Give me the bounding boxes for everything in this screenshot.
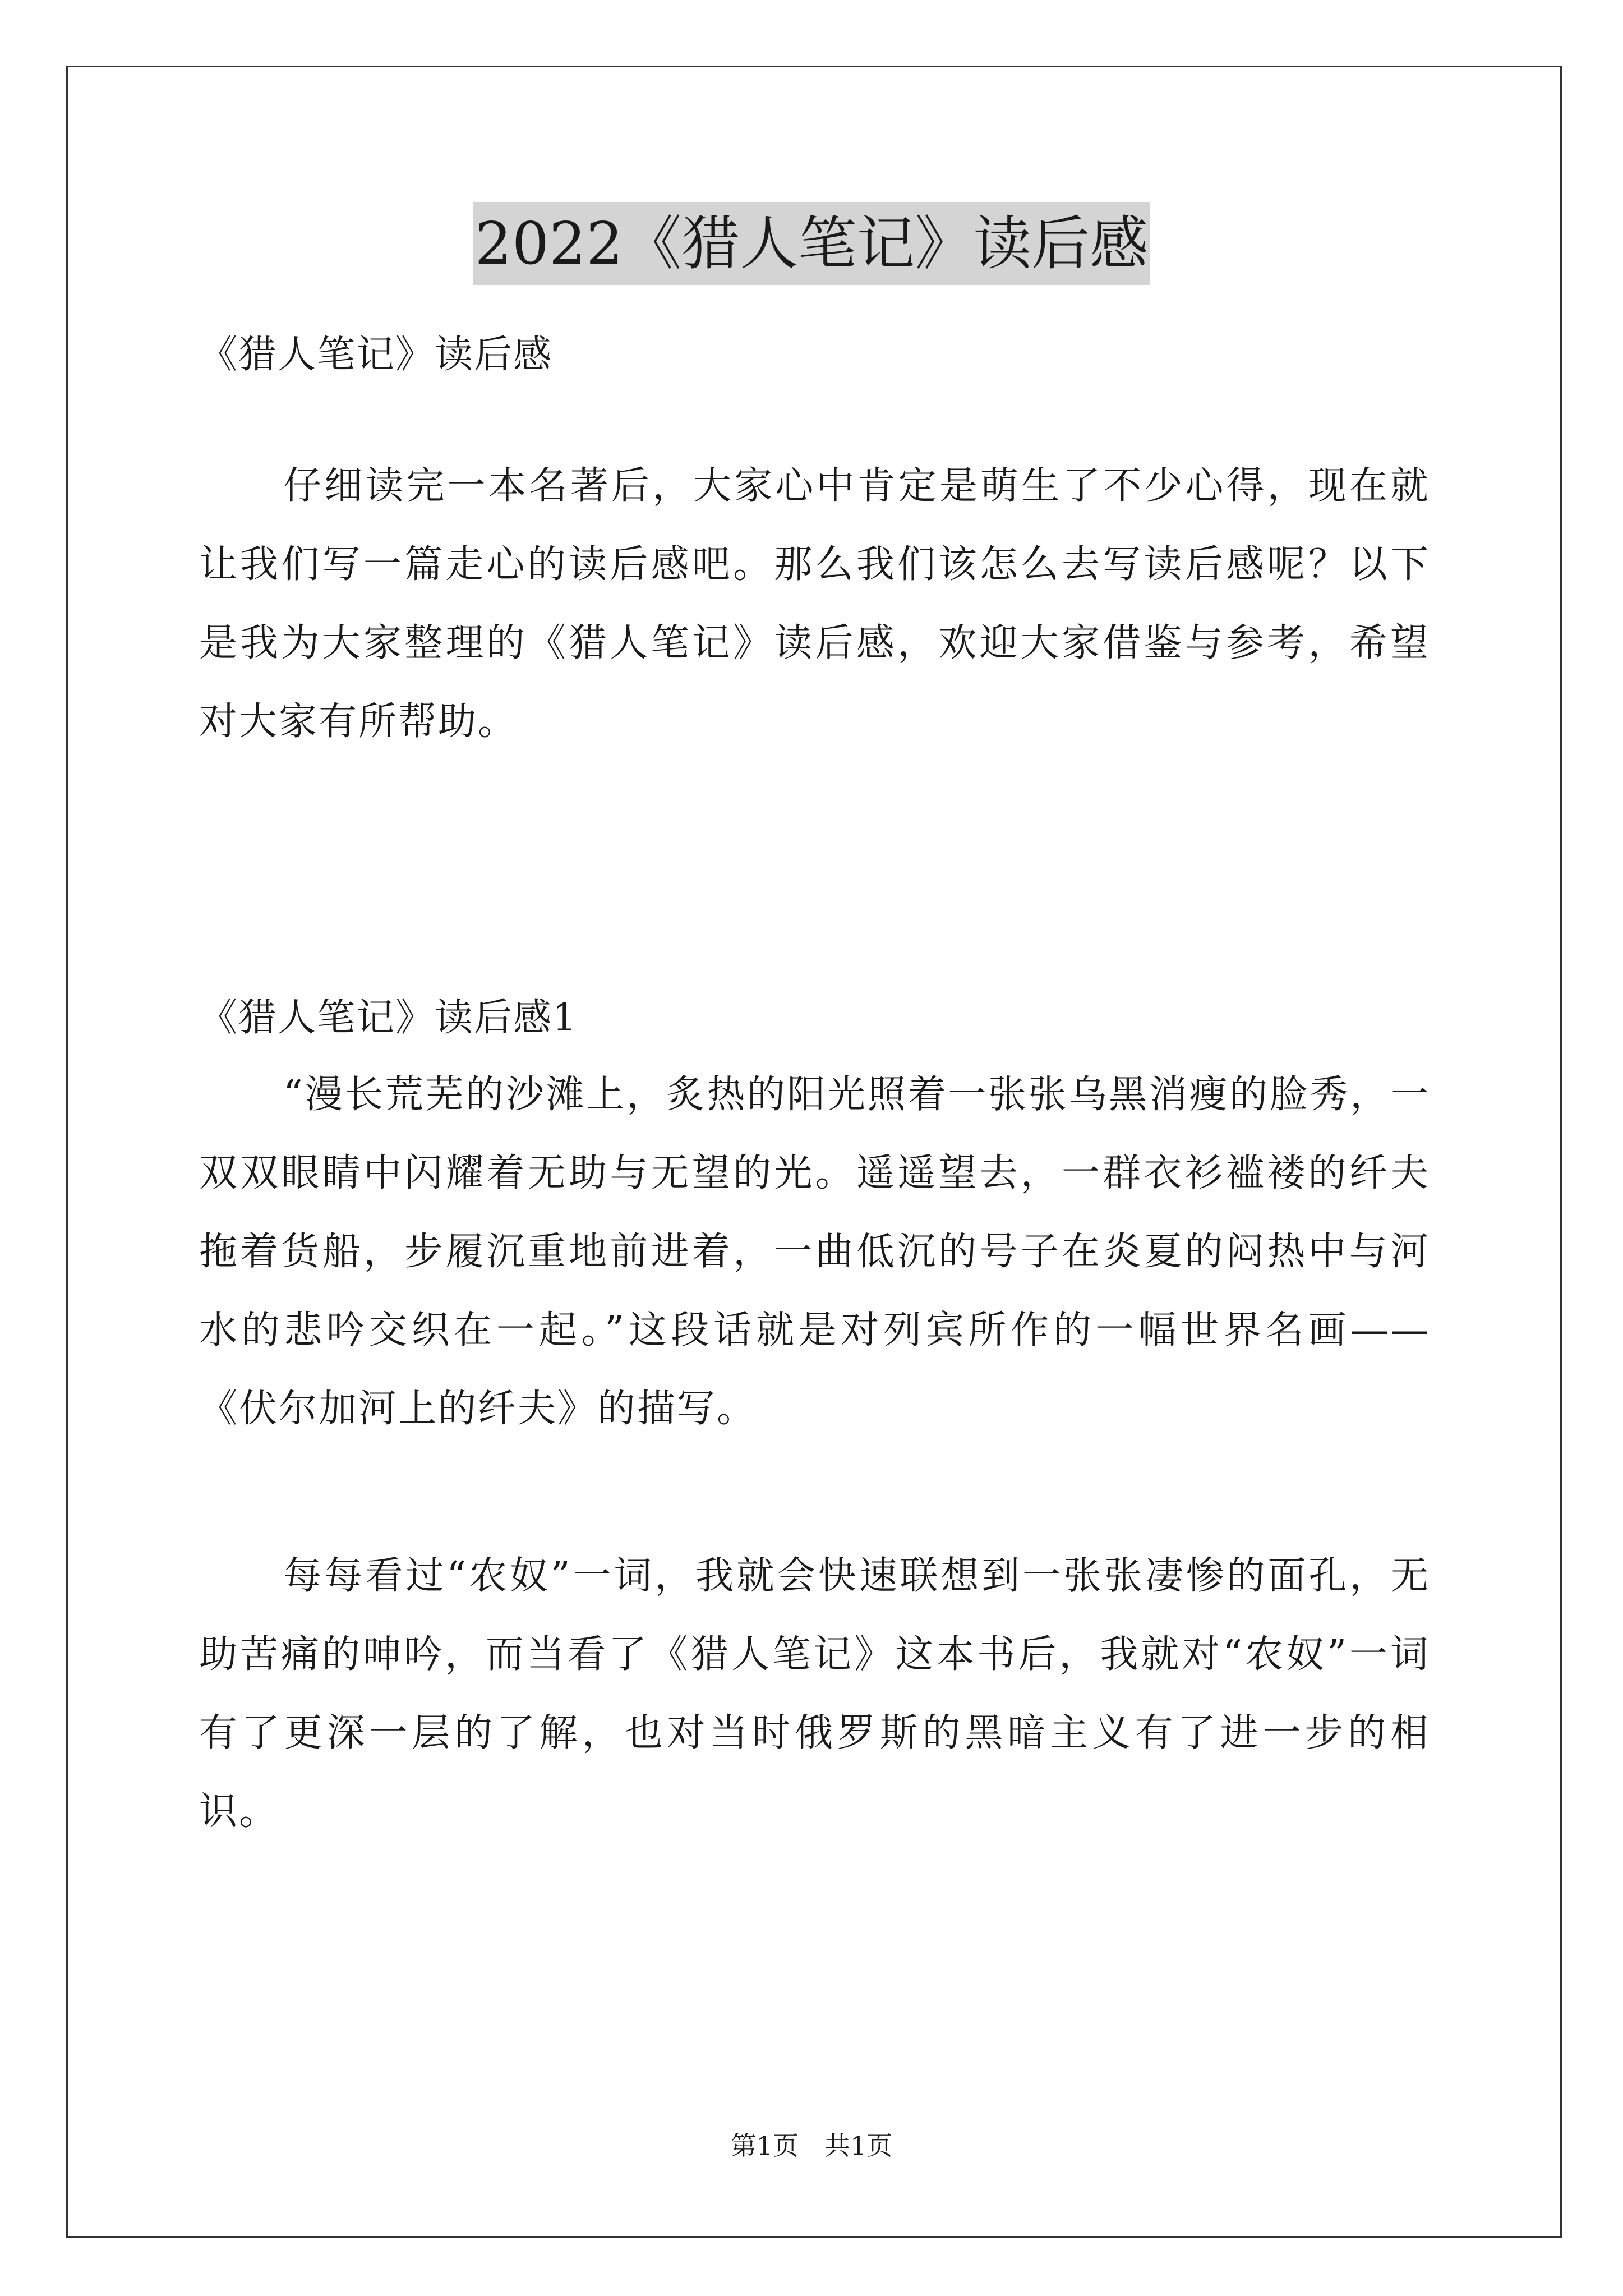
document-title: 2022《猎人笔记》读后感	[473, 202, 1151, 285]
section-1-paragraph-1: “漫长荒芜的沙滩上，炙热的阳光照着一张张乌黑消瘦的脸秀，一双双眼睛中闪耀着无助与无望的光。遥遥望去，一群衣衫褴褛的纤夫拖着货船，步履沉重地前进着，一曲低沉的号子在炎夏的闷热中与河水的悲吟交织在一起。”这段话就是对列宾所作的一幅世界名画——《伏尔加河上的纤夫》的描写。	[199, 1073, 1430, 1431]
document-subtitle: 《猎人笔记》读后感	[199, 333, 553, 377]
page-footer: 第1页 共1页	[730, 2131, 893, 2161]
section-1-paragraph-2: 每每看过“农奴”一词，我就会快速联想到一张张凄惨的面孔，无助苦痛的呻吟，而当看了《猎人笔记》这本书后，我就对“农奴”一词有了更深一层的了解，也对当时俄罗斯的黑暗主义有了进一步的相识。	[199, 1554, 1430, 1834]
section-1-heading: 《猎人笔记》读后感1	[199, 996, 578, 1040]
intro-paragraph: 仔细读完一本名著后，大家心中肯定是萌生了不少心得，现在就让我们写一篇走心的读后感吧。那么我们该怎么去写读后感呢？以下是我为大家整理的《猎人笔记》读后感，欢迎大家借鉴与参考，希望对大家有所帮助。	[199, 464, 1430, 744]
title-container	[0, 202, 1623, 285]
